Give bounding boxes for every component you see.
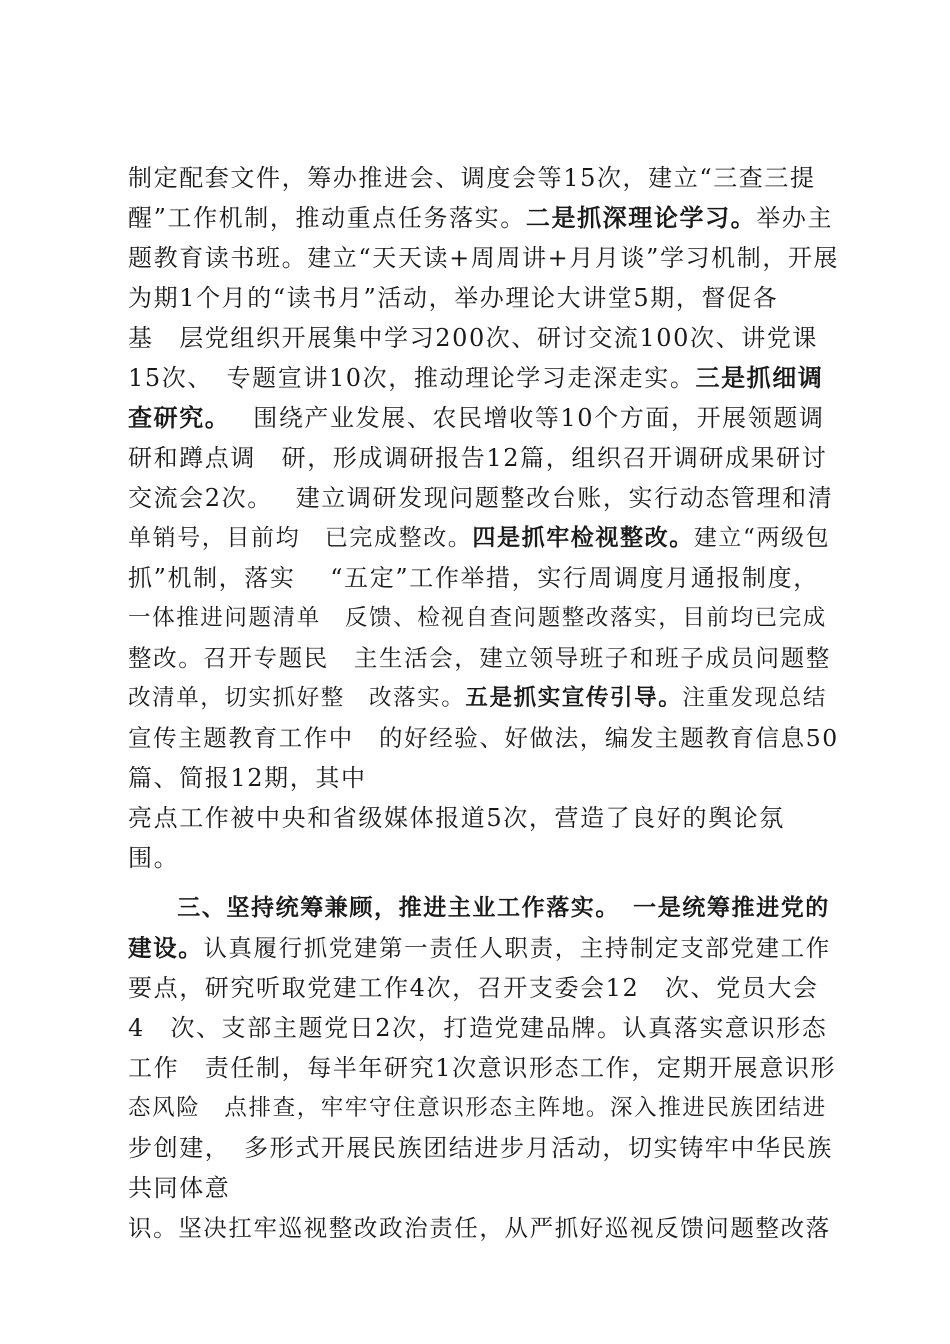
text-line bbox=[128, 640, 831, 676]
bold-text-run: 二是抓深理论学习。 bbox=[525, 203, 757, 232]
text-line bbox=[128, 720, 839, 756]
text-line bbox=[128, 800, 785, 836]
text-line bbox=[128, 930, 831, 966]
text-line bbox=[128, 240, 839, 276]
text-line bbox=[128, 600, 827, 636]
text-line bbox=[128, 840, 179, 876]
text-line bbox=[128, 160, 816, 196]
text-line bbox=[128, 280, 778, 316]
text-run: 题教育读书班。建立“天天读+周周讲+月月谈”学习机制，开展 bbox=[128, 244, 840, 272]
text-run: 举办主 bbox=[756, 204, 834, 232]
bold-text-run: 四是抓牢检视整改。 bbox=[472, 524, 694, 551]
text-line bbox=[128, 560, 819, 596]
text-run: 抓”机制，落实 “五定”工作举措，实行周调度月通报制度， bbox=[128, 564, 819, 592]
text-run: 研和蹲点调 研，形成调研报告12篇，组织召开调研成果研讨 bbox=[128, 444, 828, 472]
text-line bbox=[128, 890, 830, 926]
text-run: 15次、 专题宣讲10次，推动理论学习走深走实。 bbox=[128, 364, 696, 392]
text-run: 态风险 点排查，牢牢守住意识形态主阵地。深入推进民族团结进 bbox=[128, 1095, 827, 1121]
text-run: 注重发现总结 bbox=[682, 685, 827, 711]
text-line bbox=[128, 1050, 836, 1086]
text-run: 识。坚决扛牢巡视整改政治责任，从严抓好巡视反馈问题整改落 bbox=[128, 1214, 831, 1242]
text-run: 共同体意 bbox=[128, 1174, 231, 1202]
text-run: 宣传主题教育工作中 的好经验、好做法，编发主题教育信息50 bbox=[128, 724, 839, 752]
text-run: 4 次、支部主题党日2次，打造党建品牌。认真落实意识形态 bbox=[128, 1014, 828, 1042]
text-run: 建立“两级包 bbox=[693, 525, 831, 551]
text-run bbox=[609, 895, 634, 921]
text-line bbox=[128, 1090, 827, 1126]
text-run: 亮点工作被中央和省级媒体报道5次，营造了良好的舆论氛 bbox=[128, 804, 785, 832]
text-run: 一体推进问题清单 反馈、检视自查问题整改落实，目前均已完成 bbox=[128, 605, 827, 631]
text-run: 篇、简报12期，其中 bbox=[128, 764, 367, 792]
text-run: 为期1个月的“读书月”活动，举办理论大讲堂5期，督促各 bbox=[128, 284, 779, 312]
text-line bbox=[128, 400, 825, 436]
bold-text-run: 一是统筹推进党的 bbox=[633, 894, 830, 921]
bold-text-run: 三、坚持统筹兼顾，推进主业工作落实。 bbox=[128, 894, 609, 921]
text-line bbox=[128, 520, 830, 556]
text-run: 认真履行抓党建第一责任人职责，主持制定支部党建工作 bbox=[203, 934, 831, 962]
text-run: 工作 责任制，每半年研究1次意识形态工作，定期开展意识形 bbox=[128, 1054, 837, 1082]
text-run: 交流会2次。 建立调研发现问题整改台账，实行动态管理和清 bbox=[128, 484, 834, 512]
text-run: 改清单，切实抓好整 改落实。 bbox=[128, 685, 466, 711]
text-line bbox=[128, 1170, 230, 1206]
bold-text-run: 五是抓实宣传引导。 bbox=[465, 685, 683, 711]
text-run: 醒”工作机制，推动重点任务落实。 bbox=[128, 204, 526, 232]
bold-text-run: 三是抓细调 bbox=[695, 363, 824, 392]
text-line bbox=[128, 970, 819, 1006]
text-line bbox=[128, 680, 827, 716]
text-line bbox=[128, 1210, 831, 1246]
text-line bbox=[128, 1010, 827, 1046]
bold-text-run: 查研究。 bbox=[128, 403, 219, 432]
text-line bbox=[128, 480, 833, 516]
text-line bbox=[128, 1130, 833, 1166]
bold-text-run: 建设。 bbox=[128, 934, 204, 962]
text-run: 整改。召开专题民 主生活会，建立领导班子和班子成员问题整 bbox=[128, 644, 831, 672]
text-line bbox=[128, 360, 823, 396]
text-run: 制定配套文件，筹办推进会、调度会等15次，建立“三查三提 bbox=[128, 164, 816, 192]
text-run: 步创建， 多形式开展民族团结进步月活动，切实铸牢中华民族 bbox=[128, 1134, 833, 1162]
text-line bbox=[128, 320, 818, 356]
text-run: 要点，研究听取党建工作4次，召开支委会12 次、党员大会 bbox=[128, 974, 819, 1002]
text-line bbox=[128, 200, 833, 236]
text-run: 基 层党组织开展集中学习200次、研讨交流100次、讲党课 bbox=[128, 324, 819, 352]
text-line bbox=[128, 440, 827, 476]
text-run: 围绕产业发展、农民增收等10个方面，开展领题调 bbox=[218, 404, 825, 432]
text-line bbox=[128, 760, 367, 796]
text-run: 单销号，目前均 已完成整改。 bbox=[128, 525, 473, 551]
text-run: 围。 bbox=[128, 844, 180, 872]
